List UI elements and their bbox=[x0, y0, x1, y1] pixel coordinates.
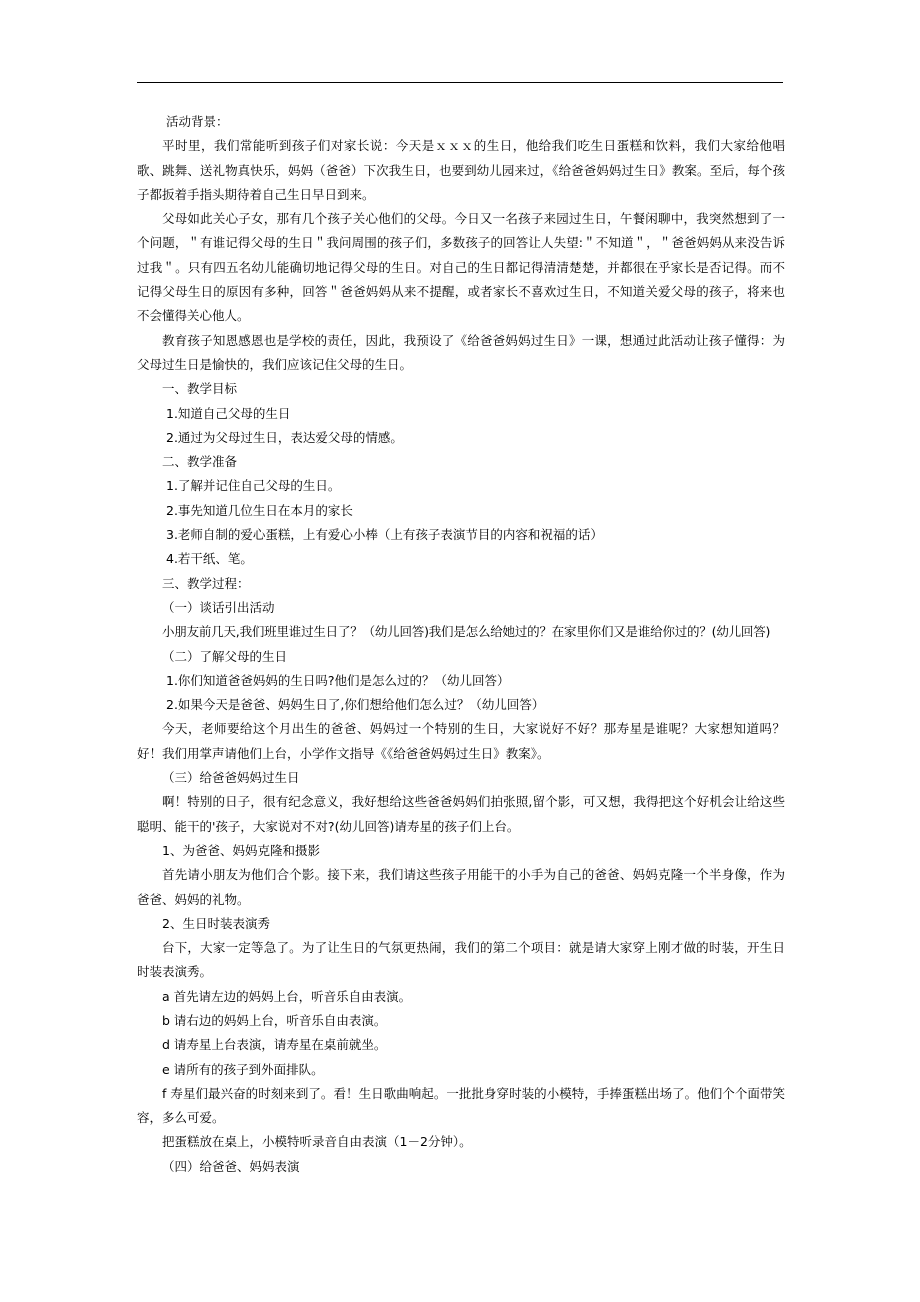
body-paragraph: 台下，大家一定等急了。为了让生日的气氛更热闹，我们的第二个项目：就是请大家穿上刚才做的时装，开生日时装表演秀。 bbox=[137, 940, 785, 980]
list-item: 2.如果今天是爸爸、妈妈生日了,你们想给他们怎么过？（幼儿回答） bbox=[166, 697, 545, 713]
section-heading: 二、教学准备 bbox=[162, 454, 238, 470]
body-paragraph: 父母如此关心子女，那有几个孩子关心他们的父母。今日又一名孩子来园过生日，午餐闲聊中，我突然想到了一个问题，＂有谁记得父母的生日＂我问周围的孩子们，多数孩子的回答让人失望:＂不知道＂，＂爸爸妈妈从来没告诉过我＂。只有四五名幼儿能确切地记得父母的生日。对自己的生日都记得清清楚楚，并都很在乎家长是否记得。而不记得父母生日的原因有多种，回答＂爸爸妈妈从来不提醒，或者家长不喜欢过生日，不知道关爱父母的孩子，将来也不会懂得关心他人。 bbox=[137, 211, 785, 324]
list-item: 1.了解并记住自己父母的生日。 bbox=[166, 478, 341, 494]
document-body bbox=[137, 110, 785, 1179]
section-label-background: 活动背景： bbox=[166, 114, 229, 129]
body-paragraph: 啊！特别的日子，很有纪念意义，我好想给这些爸爸妈妈们拍张照,留个影，可又想，我得把这个好机会让给这些聪明、能干的'孩子，大家说对不对?(幼儿回答)请寿星的孩子们上台。 bbox=[137, 794, 785, 834]
subsection-heading: （四）给爸爸、妈妈表演 bbox=[162, 1158, 300, 1174]
step-item: f 寿星们最兴奋的时刻来到了。看！生日歌曲响起。一批批身穿时装的小模特，手捧蛋糕出场了。他们个个面带笑容，多么可爱。 bbox=[137, 1085, 785, 1126]
list-item: 1.知道自己父母的生日 bbox=[166, 405, 291, 421]
subsection-heading: （二）了解父母的生日 bbox=[162, 648, 288, 664]
step-item: e 请所有的孩子到外面排队。 bbox=[162, 1061, 324, 1077]
activity-heading: 2、生日时装表演秀 bbox=[162, 915, 270, 931]
list-item: 1.你们知道爸爸妈妈的生日吗?他们是怎么过的？（幼儿回答） bbox=[166, 672, 510, 688]
section-heading: 三、教学过程： bbox=[162, 575, 250, 591]
list-item: 2.通过为父母过生日，表达爱父母的情感。 bbox=[166, 429, 403, 445]
step-item: b 请右边的妈妈上台，听音乐自由表演。 bbox=[162, 1012, 387, 1028]
step-item: a 首先请左边的妈妈上台，听音乐自由表演。 bbox=[162, 988, 412, 1004]
list-item: 3.老师自制的爱心蛋糕，上有爱心小棒（上有孩子表演节目的内容和祝福的话） bbox=[166, 527, 603, 543]
header-rule bbox=[137, 82, 783, 83]
body-paragraph: 把蛋糕放在桌上，小模特听录音自由表演（1－2分钟）。 bbox=[162, 1134, 472, 1150]
section-heading: 一、教学目标 bbox=[162, 381, 238, 397]
activity-heading: 1、为爸爸、妈妈克隆和摄影 bbox=[162, 842, 320, 858]
step-item: d 请寿星上台表演，请寿星在桌前就坐。 bbox=[162, 1037, 387, 1053]
body-paragraph: 首先请小朋友为他们合个影。接下来，我们请这些孩子用能干的小手为自己的爸爸、妈妈克隆一个半身像，作为爸爸、妈妈的礼物。 bbox=[137, 867, 785, 907]
list-item: 4.若干纸、笔。 bbox=[166, 551, 253, 567]
subsection-heading: （一）谈话引出活动 bbox=[162, 599, 275, 615]
list-item: 2.事先知道几位生日在本月的家长 bbox=[166, 502, 353, 518]
body-paragraph: 平时里，我们常能听到孩子们对家长说：今天是ｘｘｘ的生日，他给我们吃生日蛋糕和饮料，我们大家给他唱歌、跳舞、送礼物真快乐，妈妈（爸爸）下次我生日，也要到幼儿园来过，《给爸爸妈妈过生日》教案。至后，每个孩子都扳着手指头期待着自己生日早日到来。 bbox=[137, 138, 785, 202]
body-paragraph: 教育孩子知恩感恩也是学校的责任，因此，我预设了《给爸爸妈妈过生日》一课，想通过此活动让孩子懂得：为父母过生日是愉快的，我们应该记住父母的生日。 bbox=[137, 332, 785, 372]
body-paragraph: 小朋友前几天,我们班里谁过生日了？（幼儿回答)我们是怎么给她过的？在家里你们又是谁给你过的？(幼儿回答) bbox=[162, 624, 771, 640]
subsection-heading: （三）给爸爸妈妈过生日 bbox=[162, 770, 300, 786]
body-paragraph: 今天，老师要给这个月出生的爸爸、妈妈过一个特别的生日，大家说好不好？那寿星是谁呢？大家想知道吗？好！我们用掌声请他们上台，小学作文指导《《给爸爸妈妈过生日》教案》。 bbox=[137, 721, 785, 761]
